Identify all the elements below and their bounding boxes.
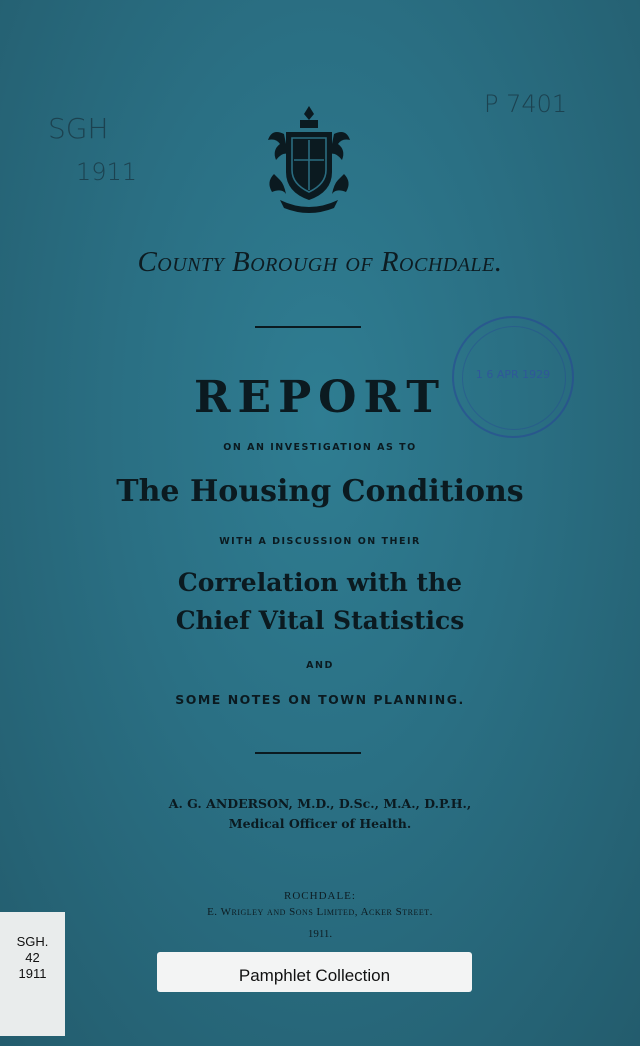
handwritten-note-year: 1911 [76, 158, 138, 186]
call-number-label [0, 912, 65, 1036]
coat-of-arms-icon [262, 104, 356, 214]
author-name: A. G. ANDERSON, M.D., D.Sc., M.A., D.P.H., [168, 796, 472, 811]
publisher-line: E. Wrigley and Sons Limited, Acker Street. [207, 906, 433, 918]
discussion-line: WITH A DISCUSSION ON THEIR [219, 536, 421, 547]
publication-place: ROCHDALE: [284, 890, 356, 902]
divider-bottom [255, 752, 361, 754]
call-number-line1: SGH. [16, 934, 49, 949]
borough-heading: County Borough of Rochdale. [137, 246, 503, 278]
handwritten-note-catalogue: P 7401 [484, 90, 568, 118]
correlation-heading-line1: Correlation with the [177, 568, 463, 597]
author-title: Medical Officer of Health. [228, 816, 412, 831]
town-planning-line: SOME NOTES ON TOWN PLANNING. [175, 692, 465, 707]
divider-top [255, 326, 361, 328]
report-title: REPORT [193, 372, 447, 423]
call-number-line2: 42 [25, 950, 40, 965]
publication-year: 1911. [307, 928, 333, 940]
handwritten-note-sgh: SGH [48, 112, 109, 145]
investigation-line: ON AN INVESTIGATION AS TO [223, 442, 417, 453]
and-line: AND [306, 660, 334, 671]
stamp-date: 1 6 APR 1929 [475, 368, 551, 381]
call-number-line3: 1911 [18, 966, 47, 981]
correlation-heading-line2: Chief Vital Statistics [175, 606, 465, 635]
housing-conditions-heading: The Housing Conditions [116, 474, 524, 509]
pamphlet-collection-label: Pamphlet Collection [157, 952, 472, 992]
